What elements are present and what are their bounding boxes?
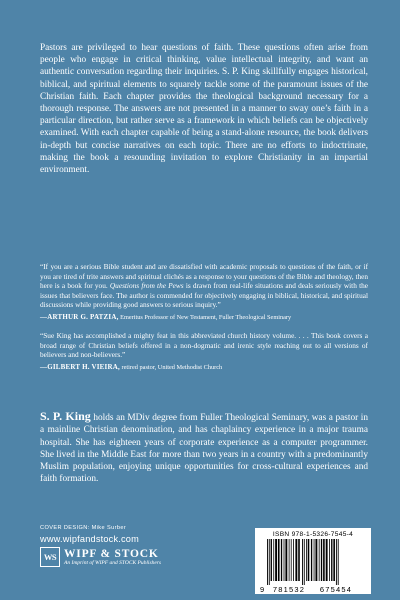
barcode-digits-right: 675454 (319, 585, 353, 594)
barcode-bar (302, 539, 303, 585)
barcode-bar (304, 539, 305, 585)
isbn-number: ISBN 978-1-5326-7545-4 (272, 531, 354, 538)
barcode-bar (281, 539, 282, 581)
barcode-bar (319, 539, 320, 581)
barcode-bar (338, 539, 339, 585)
publisher-logo-row (40, 547, 210, 567)
quote-text: “If you are a serious Bible student and are dissatisfied with academic proposals to questions of the faith, or if you are tired of trite answers and spiritual clichés as a response to your questions of the Bible and theology, then here is a book for you. (40, 262, 369, 291)
barcode-bar (284, 539, 285, 581)
barcode-bar (291, 539, 292, 581)
barcode-bar (267, 539, 268, 585)
publisher-credits (40, 525, 210, 567)
barcode-bar (273, 539, 274, 581)
quote-text: “Sue King has accomplished a mighty feat in this abbreviated church history volume. . . . This book covers a broad range of Christian beliefs offered in a non-dogmatic and irenic style reaching out to all versions of believers and non-believers.” (40, 330, 368, 360)
barcode-bar (295, 539, 297, 581)
author-bio (40, 410, 368, 486)
barcode-bar (326, 539, 328, 581)
barcode-bar (289, 539, 290, 581)
isbn-barcode (255, 528, 371, 594)
barcode-bar (329, 539, 330, 581)
publisher-text (64, 548, 161, 567)
endorsement-quote (40, 262, 368, 310)
barcode-bar (298, 539, 300, 581)
barcode-bar (321, 539, 322, 581)
barcode-icon (259, 539, 367, 594)
barcode-bar (323, 539, 325, 581)
barcode-bar (314, 539, 315, 581)
quote-book-title: Questions from the Pews (109, 281, 184, 291)
barcode-digits-left: 781532 (272, 585, 306, 594)
barcode-bar (285, 539, 287, 581)
endorsement-quote (40, 331, 368, 360)
barcode-bar (308, 539, 310, 581)
book-description: Pastors are privileged to hear questions of faith. These questions often arise from people who engage in critical thinking, value intellectual integrity, and want an authentic conversation regarding their inquiries. S. P. King skillfully engages historical, biblical, and spiritual elements to squarely tackle some of the paramount issues of the Christian faith. Each chapter provides the theological background necessary for a thorough response. The answers are not presented in a manner to sway one’s faith in a particular direction, but rather serve as a framework in which beliefs can be objectively examined. With each chapter capable of being a stand-alone resource, the book delivers in-depth but concise narratives on each topic. There are no efforts to indoctrinate, making the book a resounding invitation to explore Christianity in an impartial environment. (40, 43, 368, 176)
endorsements (40, 262, 368, 372)
quote-text: is drawn from real-life situations and deals seriously with the issues that believers face. The author is commended for objectively engaging in biblical, historical, and spiritual discussions while providing good answers to serious inquiry.” (40, 281, 368, 310)
barcode-bar (315, 539, 317, 581)
endorsement-patzia (40, 262, 368, 322)
endorser-name: —ARTHUR G. PATZIA, (40, 312, 119, 321)
publisher-website: www.wipfandstock.com (40, 534, 139, 544)
endorsement-attribution (40, 313, 368, 322)
barcode-bar (293, 539, 294, 581)
endorser-name: —GILBERT H. VIEIRA, (40, 362, 120, 371)
barcode-lead-digit: 9 (260, 585, 265, 594)
publisher-name: WIPF & STOCK (64, 547, 159, 560)
endorsement-attribution (40, 363, 368, 372)
publisher-logo-icon: WS (40, 547, 60, 567)
author-bio-text: holds an MDiv degree from Fuller Theological Seminary, was a pastor in a mainline Christian denomination, and has chaplaincy experience in a major trauma hospital. She has eighteen years of corporate experience as a computer programmer. She lived in the Middle East for more than two years in a country with a predominantly Muslim population, enjoying unique opportunities for cross-cultural experiences and faith formation. (40, 413, 369, 485)
barcode-bar (333, 539, 335, 581)
publisher-imprint: An Imprint of WIPF and STOCK Publishers (64, 559, 162, 566)
barcode-bar (271, 539, 272, 581)
endorser-title: Emeritus Professor of New Testament, Fuller Theological Seminary (120, 313, 292, 321)
endorsement-vieira (40, 331, 368, 372)
barcode-bar (331, 539, 332, 581)
barcode-bar (269, 539, 270, 585)
barcode-bar (275, 539, 277, 581)
barcode-bar (306, 539, 307, 581)
endorser-title: retired pastor, United Methodist Church (121, 363, 223, 371)
barcode-bar (311, 539, 312, 581)
author-name: S. P. King (40, 409, 91, 423)
barcode-bar (336, 539, 337, 585)
barcode-bar (278, 539, 280, 581)
cover-design-credit: COVER DESIGN: Mike Surber (40, 525, 127, 531)
